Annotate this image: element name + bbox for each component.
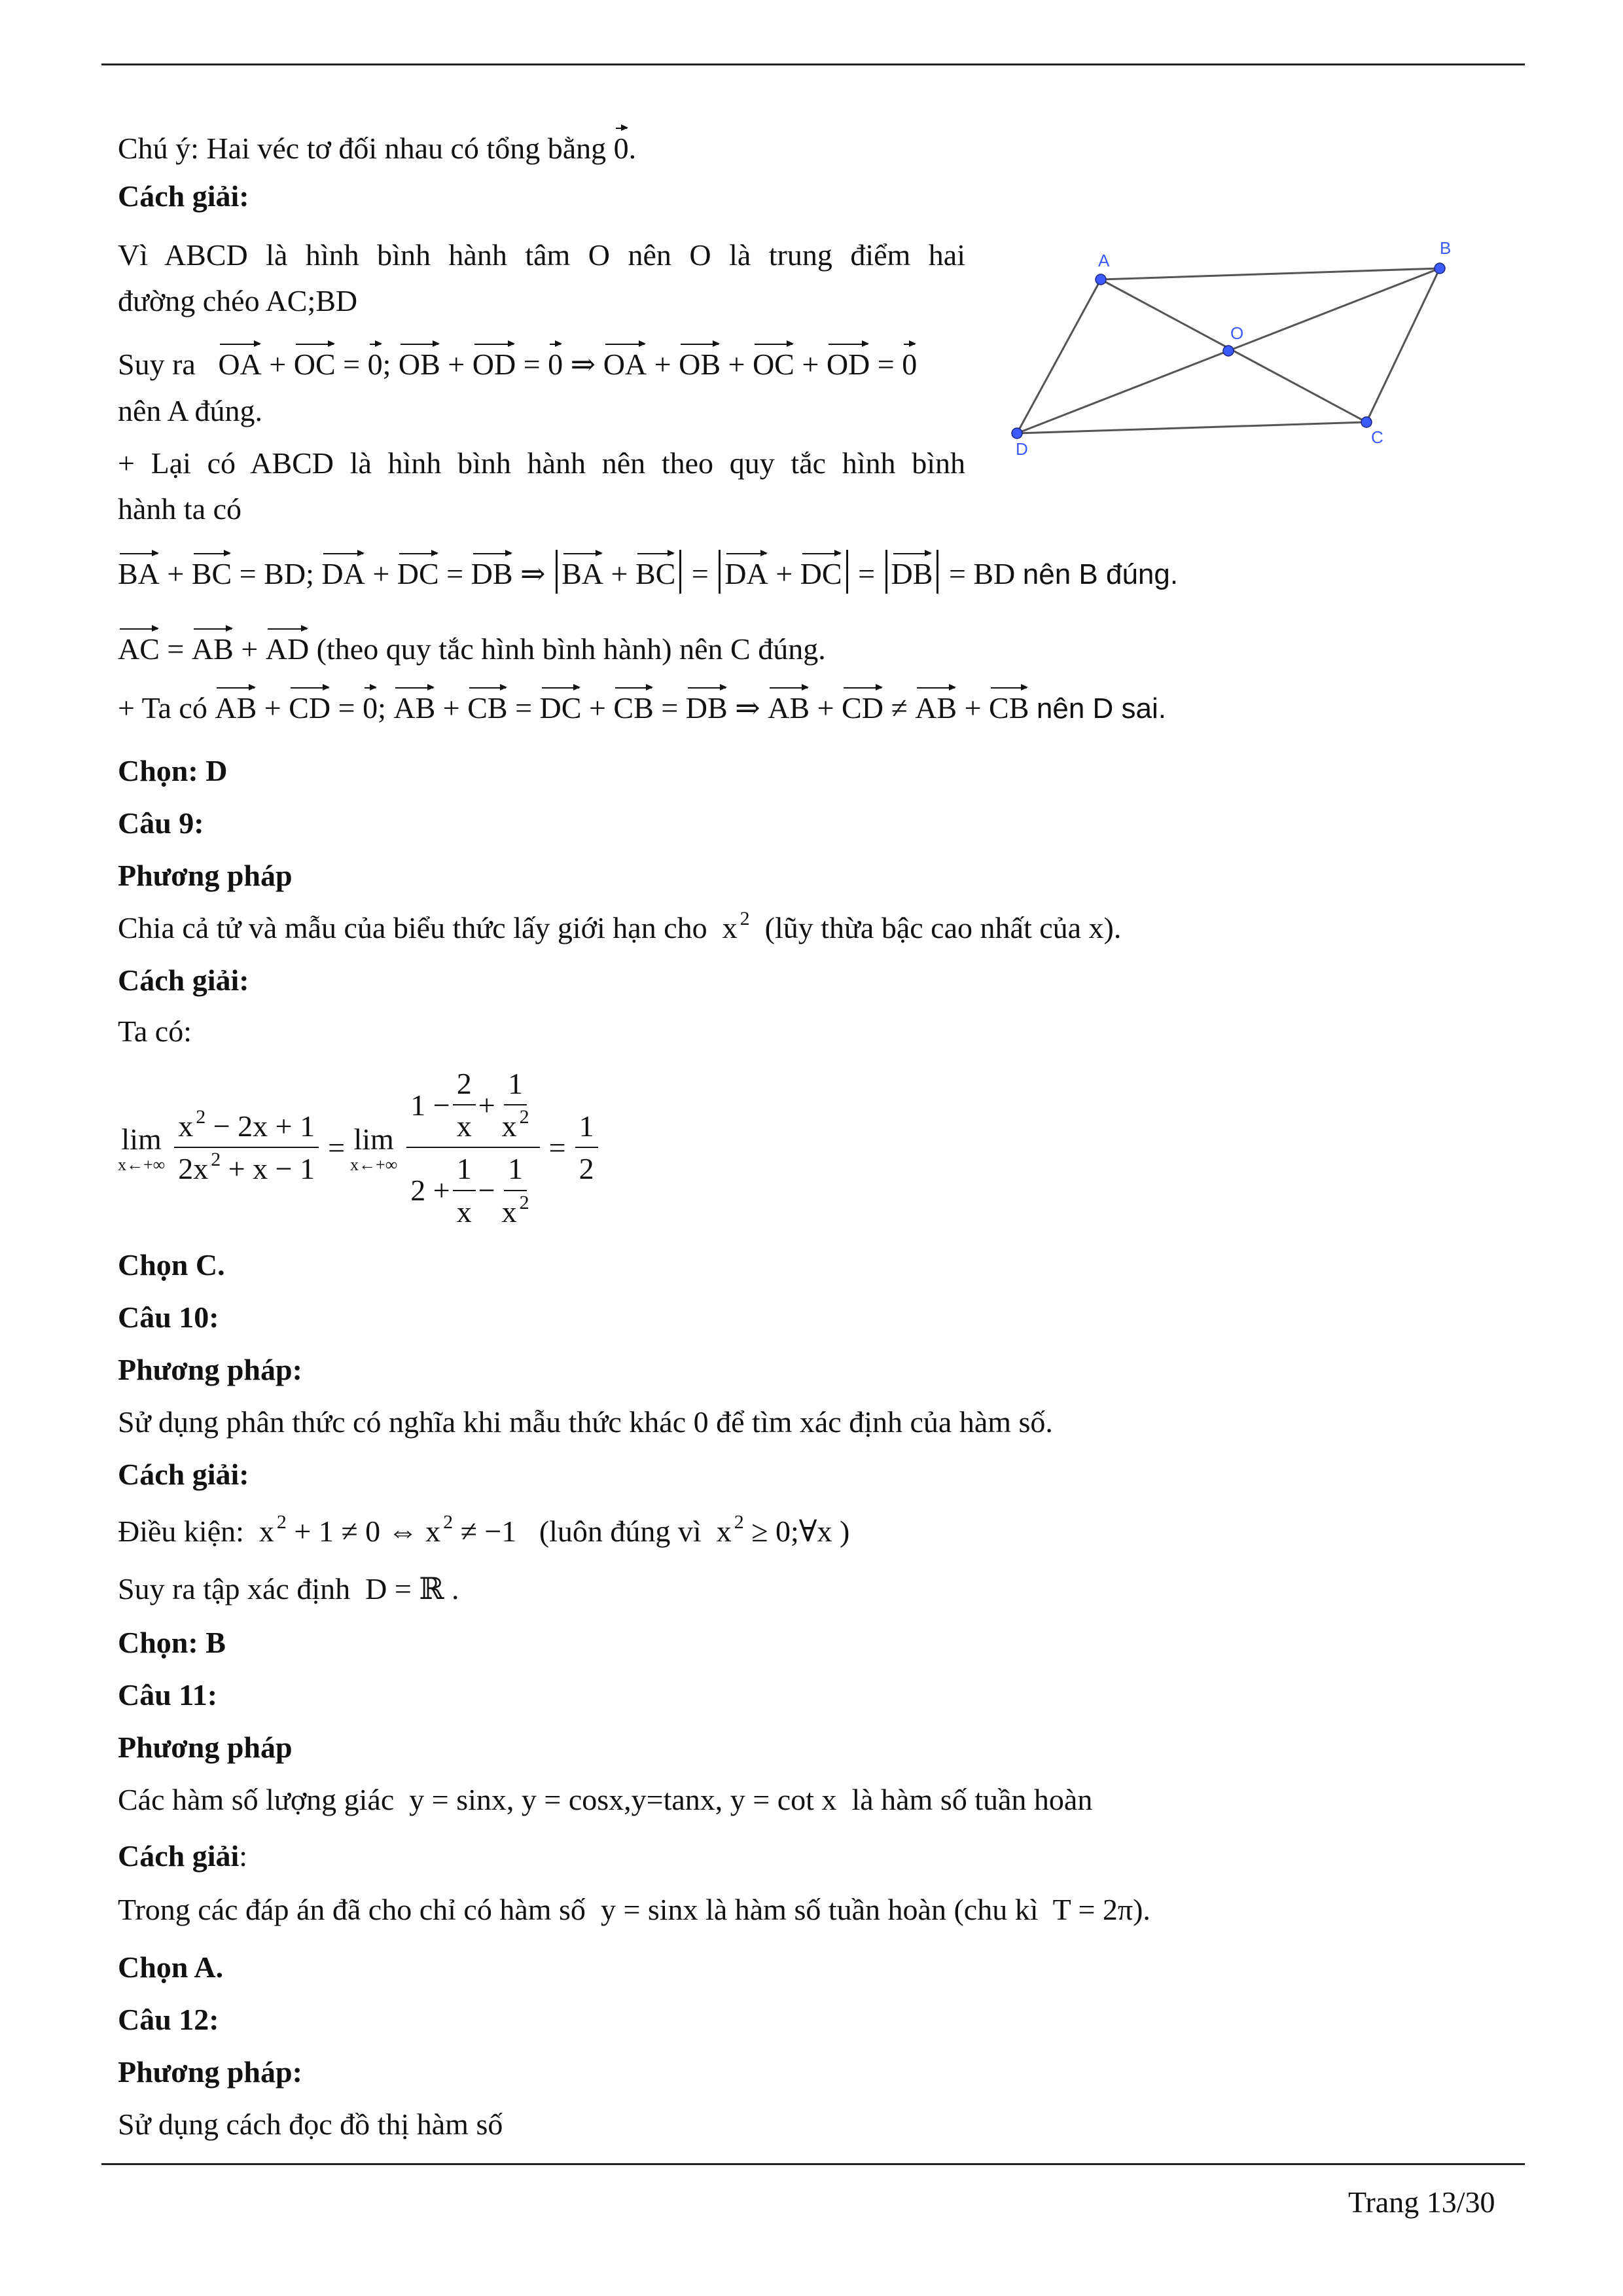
q9-pp-title: Phương pháp [118, 859, 293, 892]
label-d: D [1016, 439, 1028, 459]
point-c [1361, 417, 1372, 427]
q8-nen-a: nên A đúng. [118, 394, 263, 427]
q9-cg-title: Cách giải: [118, 963, 249, 997]
q9-chon: Chọn C. [118, 1248, 225, 1282]
q9-pp-text: Chia cả tử và mẫu của biểu thức lấy giới hạn cho x $^2$ (lũy thừa bậc cao nhất của x). [118, 908, 1122, 944]
q11-cg-text: Trong các đáp án đã cho chỉ có hàm số y = sinx là hàm số tuần hoàn (chu kì T = 2π). [118, 1893, 1150, 1926]
point-b [1435, 263, 1445, 274]
lim-1: lim x←+∞ [118, 1122, 166, 1174]
header-rule [101, 63, 1525, 65]
q8-cach-giai: Cách giải: [118, 179, 249, 213]
label-o: O [1230, 323, 1244, 343]
q11-chon: Chọn A. [118, 1950, 224, 1984]
edge-da [1017, 279, 1101, 433]
edge-ab [1101, 268, 1440, 279]
q11-pp-title: Phương pháp [118, 1731, 293, 1764]
q8-formula-b: BA + BC = BD; DA + DC = DB ⇒ BA + BC = DA + DC = DB = BD nên B đúng. [118, 550, 1178, 594]
lim-2: lim x←+∞ [350, 1122, 398, 1174]
q10-dk: Điều kiện: x $^2$ + 1 ≠ 0 ⇔ x $^2$ ≠ −1 (luôn đúng vì x $^2$ ≥ 0;∀x ) [118, 1511, 850, 1548]
parallelogram-diagram [995, 232, 1505, 468]
q9-title: Câu 9: [118, 806, 204, 840]
q12-title: Câu 12: [118, 2003, 219, 2036]
q11-pp-text: Các hàm số lượng giác y = sinx, y = cosx,y=tanx, y = cot x là hàm số tuần hoàn [118, 1783, 1093, 1816]
q10-suy-ra: Suy ra tập xác định D = ℝ . [118, 1572, 459, 1605]
q8-suy-ra-line: Suy ra OA + OC = 0; OB + OD = 0 ⇒ OA + OB + OC + OD = 0 [118, 340, 917, 383]
label-a: A [1098, 251, 1110, 270]
q8-line1: Vì ABCD là hình bình hành tâm O nên O là trung điểm hai [118, 238, 965, 272]
q8-line4: hành ta có [118, 492, 242, 526]
q12-pp-title: Phương pháp: [118, 2055, 302, 2089]
edge-bc [1366, 268, 1440, 422]
page-number: Trang 13/30 [1348, 2185, 1495, 2219]
footer-rule [101, 2163, 1525, 2165]
q12-pp-text: Sử dụng cách đọc đồ thị hàm số [118, 2108, 503, 2141]
label-b: B [1440, 238, 1452, 258]
q10-pp-title: Phương pháp: [118, 1353, 302, 1386]
q10-pp-text: Sử dụng phân thức có nghĩa khi mẫu thức khác 0 để tìm xác định của hàm số. [118, 1405, 1053, 1439]
note-line: Chú ý: Hai véc tơ đối nhau có tổng bằng 0. [118, 124, 636, 167]
point-a [1096, 274, 1106, 285]
q11-cg-title: Cách giải: [118, 1839, 248, 1873]
q8-formula-c: AC = AB + AD (theo quy tắc hình bình hành) nên C đúng. [118, 625, 826, 668]
q8-line3: + Lại có ABCD là hình bình hành nên theo quy tắc hình bình [118, 446, 965, 480]
q9-limit-formula: lim x←+∞ $\frac{x ^2 - 2x + 1}{2x ^2 + x - 1}$ = lim x←+∞ 1 − $\frac{2}{x}$ + $\frac{1}{x ^2}$ 2 + $\frac{1}{x}$ − $\frac{1}{x ^2}$ = $\frac{1}{2}$ [118, 1066, 602, 1230]
q11-title: Câu 11: [118, 1678, 218, 1712]
q8-chon: Chọn: D [118, 754, 228, 787]
q10-chon: Chọn: B [118, 1626, 226, 1659]
q10-cg-title: Cách giải: [118, 1458, 249, 1491]
point-d [1012, 428, 1022, 439]
q8-line2: đường chéo AC;BD [118, 284, 358, 317]
label-c: C [1371, 427, 1383, 447]
q10-title: Câu 10: [118, 1300, 219, 1334]
q9-ta-co: Ta có: [118, 1014, 192, 1048]
q8-formula-d: + Ta có AB + CD = 0; AB + CB = DC + CB = DB ⇒ AB + CD ≠ AB + CB nên D sai. [118, 684, 1166, 727]
edge-cd [1017, 422, 1366, 433]
point-o [1223, 346, 1234, 356]
